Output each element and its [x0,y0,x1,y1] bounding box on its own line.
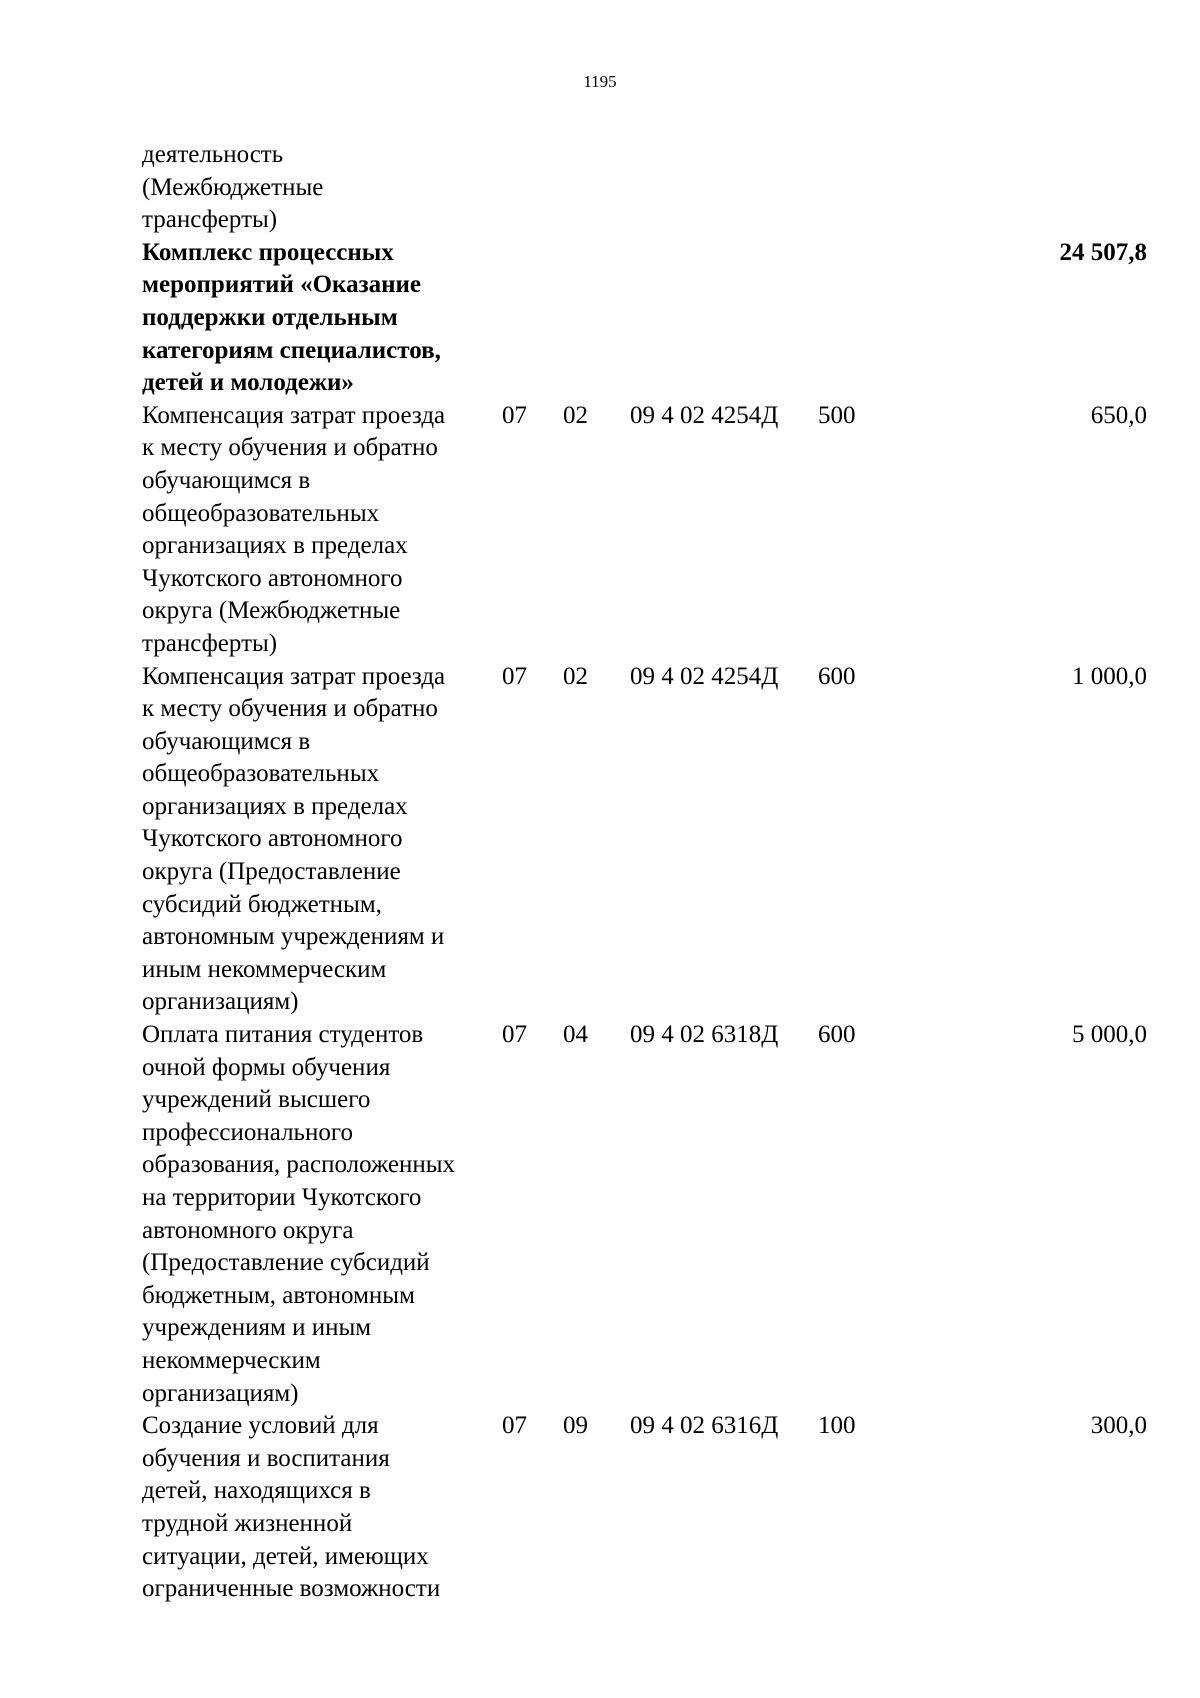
row-name-line: деятельность [142,141,284,168]
row-name-line: ситуации, детей, имеющих [142,1542,429,1570]
row-name-line: бюджетным, автономным [142,1281,415,1309]
amount-cell: 5 000,0 [1072,1021,1147,1049]
row-name-line: профессионального [142,1118,353,1146]
row-name-line: обучения и воспитания [142,1444,390,1472]
target-article-cell: 09 4 02 4254Д [630,662,779,690]
row-name-cell [142,1410,502,1606]
expense-type-cell [818,237,898,400]
subsection-code-cell [563,237,630,400]
row-name-line: автономным учреждениям и [142,923,445,951]
subsection-code-cell: 02 [563,662,588,690]
amount-cell: 24 507,8 [1059,238,1147,266]
table-row [142,400,1147,661]
budget-table-body [142,139,1147,1606]
row-name-line: Чукотского автономного [142,825,403,853]
row-name-line: трудной жизненной [142,1509,353,1537]
expense-type-cell: 600 [818,1021,856,1049]
table-row [142,139,1147,237]
section-code-cell [502,139,563,237]
amount-cell [898,139,1147,237]
row-name-line: организациях в пределах [142,792,408,820]
row-name-line: Оплата питания студентов [142,1021,424,1049]
row-name-line: иным некоммерческим [142,955,387,983]
target-article-cell: 09 4 02 4254Д [630,401,779,429]
row-name-line: Комплекс процессных [142,238,394,266]
section-code-cell [502,237,563,400]
row-name-line: Создание условий для [142,1412,379,1440]
budget-table [142,139,1147,1606]
row-name-line: обучающимся в [142,727,311,755]
row-name-cell [142,237,502,400]
section-code-cell: 07 [502,1412,527,1440]
subsection-code-cell: 09 [563,1412,588,1440]
row-name-line: к месту обучения и обратно [142,434,438,462]
row-name-cell [142,139,502,237]
row-name-line: к месту обучения и обратно [142,695,438,723]
table-row [142,1019,1147,1410]
row-name-line: Чукотского автономного [142,564,403,592]
row-name-line: Компенсация затрат проезда [142,401,446,429]
row-name-line: организациях в пределах [142,532,408,560]
expense-type-cell: 100 [818,1412,856,1440]
row-name-line: учреждениям и иным [142,1314,372,1342]
row-name-line: детей, находящихся в [142,1477,371,1505]
page-number: 1195 [583,72,617,91]
subsection-code-cell [563,139,630,237]
row-name-line: организациям) [142,988,299,1016]
target-article-cell [630,237,818,400]
amount-cell: 1 000,0 [1072,662,1147,690]
row-name-line: очной формы обучения [142,1053,391,1081]
amount-cell: 300,0 [1090,1412,1147,1440]
row-name-line: трансферты) [142,629,278,657]
amount-cell: 650,0 [1090,401,1147,429]
row-name-line: мероприятий «Оказание [142,271,422,299]
row-name-line: Компенсация затрат проезда [142,662,446,690]
row-name-cell [142,1019,502,1410]
table-row [142,1410,1147,1606]
target-article-cell: 09 4 02 6318Д [630,1021,779,1049]
subsection-code-cell: 04 [563,1021,588,1049]
expense-type-cell: 500 [818,401,856,429]
row-name-line: образования, расположенных [142,1151,456,1179]
table-row [142,661,1147,1020]
row-name-line: трансферты) [142,206,278,234]
section-code-cell: 07 [502,662,527,690]
row-name-line: ограниченные возможности [142,1575,441,1603]
row-name-line: автономного округа [142,1216,354,1244]
row-name-line: организациям) [142,1379,299,1407]
expense-type-cell: 600 [818,662,856,690]
row-name-line: округа (Предоставление [142,858,401,886]
row-name-line: субсидий бюджетным, [142,890,382,918]
section-code-cell: 07 [502,1021,527,1049]
row-name-line: на территории Чукотского [142,1184,422,1211]
row-name-line: детей и молодежи» [142,369,354,397]
row-name-line: (Предоставление субсидий [142,1249,430,1277]
target-article-cell [630,139,818,237]
section-code-cell: 07 [502,401,527,429]
row-name-line: общеобразовательных [142,760,380,788]
row-name-cell [142,661,502,1020]
row-name-line: поддержки отдельным [142,303,398,331]
row-name-line: категориям специалистов, [142,336,441,364]
subsection-code-cell: 02 [563,401,588,429]
row-name-line: (Межбюджетные [142,173,324,201]
row-name-line: обучающимся в [142,466,311,494]
row-name-line: общеобразовательных [142,499,380,527]
row-name-line: округа (Межбюджетные [142,597,401,625]
section-row [142,237,1147,400]
row-name-line: некоммерческим [142,1346,321,1374]
row-name-line: учреждений высшего [142,1086,371,1114]
target-article-cell: 09 4 02 6316Д [630,1412,779,1440]
expense-type-cell [818,139,898,237]
row-name-cell [142,400,502,661]
